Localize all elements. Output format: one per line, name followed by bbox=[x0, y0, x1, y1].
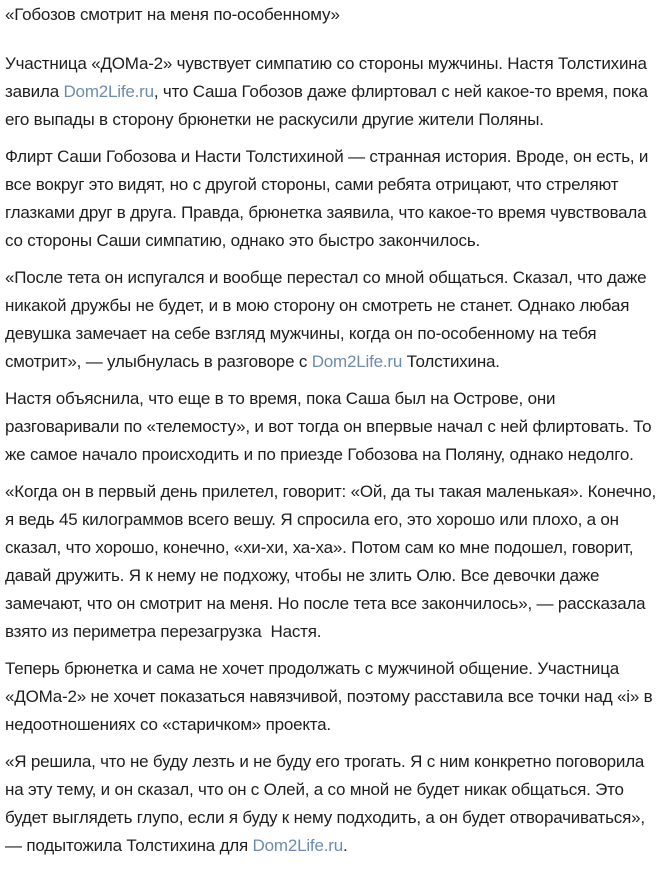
paragraph-text: «Когда он в первый день прилетел, говорит: «Ой, да ты такая маленькая». Конечно, я ведь 45 килограммов всего вешу. Я спросила его, это хорошо или плохо, а он сказал, что хорошо, конечно, «хи-хи, ха-ха». Потом сам ко мне подошел, говорит, давай дружить. Я к нему не подхожу, чтобы не злить Олю. Все девочки даже замечают, что он смотрит на меня. Но после тета все закончилось», — рассказала взято из периметра перезагрузка Настя. bbox=[5, 482, 657, 641]
paragraph-text: . bbox=[342, 836, 348, 855]
paragraph-text: Настя объяснила, что еще в то время, пока Саша был на Острове, они разговаривали по «телемосту», и вот тогда он впервые начал с ней флиртовать. То же самое начало происходить и по приезде Гобозова на Поляну, однако недолго. bbox=[5, 389, 652, 464]
article-title: «Гобозов смотрит на меня по-особенному» bbox=[5, 5, 340, 24]
dom2life-link[interactable]: Dom2Life.ru bbox=[252, 836, 343, 855]
paragraph-3 bbox=[5, 264, 664, 376]
paragraph-1 bbox=[5, 50, 664, 134]
paragraph-text: «Я решила, что не буду лезть и не буду его трогать. Я с ним конкретно поговорила на эту тему, и он сказал, что он с Олей, а со мной не будет никак общаться. Это будет выглядеть глупо, если я буду к нему подходить, а он будет отворачиваться», — подытожила Толстихина для bbox=[5, 752, 645, 855]
paragraph-text: , что Саша Гобозов даже флиртовал с ней какое-то время, пока его выпады в сторону брюнетки не раскусили другие жители Поляны. bbox=[5, 82, 648, 129]
paragraph-2 bbox=[5, 143, 664, 255]
paragraph-6 bbox=[5, 655, 664, 739]
dom2life-link[interactable]: Dom2Life.ru bbox=[63, 82, 154, 101]
paragraph-7 bbox=[5, 748, 664, 860]
paragraph-text: Толстихина. bbox=[402, 352, 500, 371]
paragraph-text: «После тета он испугался и вообще перестал со мной общаться. Сказал, что даже никакой дружбы не будет, и в мою сторону он смотреть не станет. Однако любая девушка замечает на себе взгляд мужчины, когда он по-особенному на тебя смотрит», — улыбнулась в разговоре с bbox=[5, 268, 647, 371]
paragraph-text: Участница «ДОМа-2» чувствует симпатию со стороны мужчины. Настя Толстихина завила bbox=[5, 54, 647, 101]
paragraph-text: Теперь брюнетка и сама не хочет продолжать с мужчиной общение. Участница «ДОМа-2» не хочет показаться навязчивой, поэтому расставила все точки над «i» в недоотношениях со «старичком» проекта. bbox=[5, 659, 653, 734]
dom2life-link[interactable]: Dom2Life.ru bbox=[311, 352, 403, 371]
paragraph-text: Флирт Саши Гобозова и Насти Толстихиной — странная история. Вроде, он есть, и все вокруг это видят, но с другой стороны, сами ребята отрицают, что стреляют глазками друг в друга. Правда, брюнетка заявила, что какое-то время чувствовала со стороны Саши симпатию, однако это быстро закончилось. bbox=[5, 147, 649, 250]
paragraph-5 bbox=[5, 478, 664, 646]
paragraph-4 bbox=[5, 385, 664, 469]
